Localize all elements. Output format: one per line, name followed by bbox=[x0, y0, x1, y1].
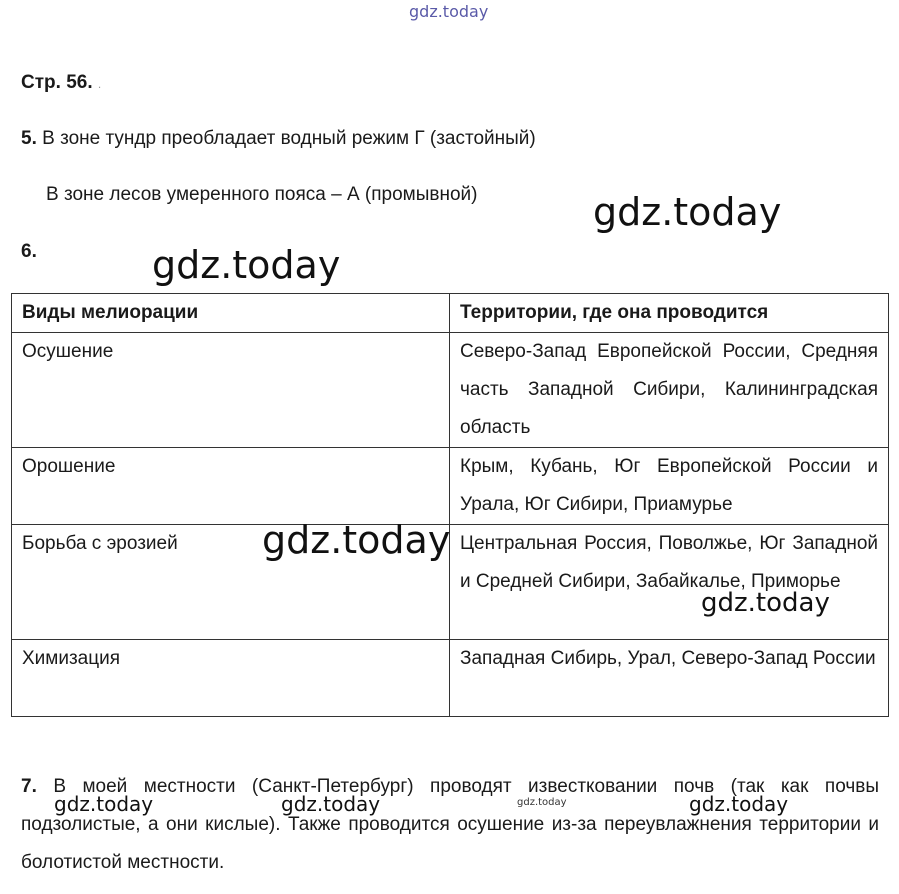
question-7-text: В моей местности (Санкт-Петербург) проводят известковании почв (так как почвы подзолистые, а они кислые). Также проводится осушение из-за переувлажнения территории и болотистой местности. bbox=[21, 776, 879, 873]
question-7-number: 7. bbox=[21, 776, 37, 797]
table-cell-type: Химизация bbox=[12, 640, 450, 717]
watermark-1: gdz.today bbox=[593, 190, 782, 234]
question-5-line-2: В зоне лесов умеренного пояса – А (промывной) bbox=[46, 184, 478, 205]
table-cell-territories: Западная Сибирь, Урал, Северо-Запад России bbox=[450, 640, 889, 717]
watermark-6: gdz.today bbox=[281, 792, 381, 816]
watermark-3: gdz.today bbox=[262, 518, 451, 562]
page-reference-label: Стр. 56. bbox=[21, 72, 93, 93]
question-5-text-1: В зоне тундр преобладает водный режим Г (застойный) bbox=[42, 128, 536, 149]
question-6-number: 6. bbox=[21, 241, 37, 262]
watermark-8: gdz.today bbox=[689, 792, 789, 816]
watermark-2: gdz.today bbox=[152, 243, 341, 287]
table-cell-territories: Крым, Кубань, Юг Европейской России и Урала, Юг Сибири, Приамурье bbox=[450, 448, 889, 525]
table-cell-territories: Центральная Россия, Поволжье, Юг Западной и Средней Сибири, Забайкалье, Приморье bbox=[450, 525, 889, 640]
watermark-top: gdz.today bbox=[409, 2, 489, 21]
watermark-4: gdz.today bbox=[701, 588, 830, 618]
table-cell-type: Орошение bbox=[12, 448, 450, 525]
page-reference bbox=[21, 72, 101, 94]
table-cell-territories: Северо-Запад Европейской России, Средняя часть Западной Сибири, Калининградская область bbox=[450, 333, 889, 448]
table-row bbox=[12, 640, 889, 717]
table-cell-type: Осушение bbox=[12, 333, 450, 448]
question-5-line-1 bbox=[21, 128, 536, 150]
table-cell-type: Борьба с эрозией bbox=[12, 525, 450, 640]
page-reference-dot: . bbox=[97, 77, 102, 91]
table-row bbox=[12, 333, 889, 448]
table-header-territories: Территории, где она проводится bbox=[450, 294, 889, 333]
table-header-type: Виды мелиорации bbox=[12, 294, 450, 333]
melioration-table bbox=[11, 293, 889, 717]
watermark-5: gdz.today bbox=[54, 792, 154, 816]
question-7-paragraph bbox=[21, 768, 879, 882]
table-header-row bbox=[12, 294, 889, 333]
question-5-number: 5. bbox=[21, 128, 37, 149]
table-row bbox=[12, 448, 889, 525]
watermark-7: gdz.today bbox=[517, 797, 567, 808]
